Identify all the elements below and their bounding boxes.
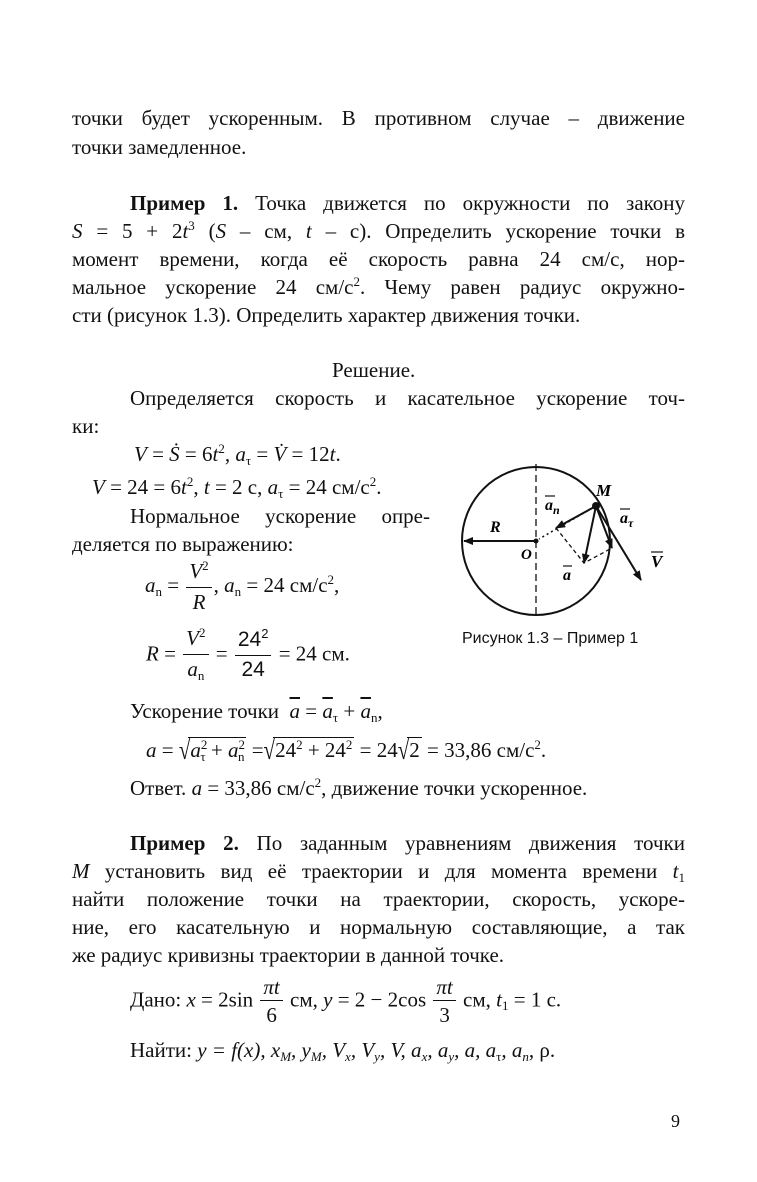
label-O: O	[521, 547, 532, 563]
solution-line-1: Определяется скорость и касательное ускорение точ-	[130, 386, 685, 410]
parallelogram-dashed	[556, 528, 612, 563]
example2-heading: Пример 2.	[130, 831, 239, 855]
example2-line-4: ние, его касательную и нормальную составляющие, а так	[72, 915, 685, 939]
example1-line-3: момент времени, когда её скорость равна 24 см/с, нор-	[72, 247, 685, 271]
equation-values: $V = 24 = 6t^2$, t = 2 с, $a_\tau = 24$ $см/с^2$.	[92, 474, 382, 501]
label-a: a	[563, 567, 571, 584]
example1-line-2: $S = 5 + 2t^3$ (S – см, t – с). Определить ускорение точки в	[72, 218, 685, 243]
normal-accel-line-1: Нормальное ускорение опре-	[130, 504, 430, 528]
fraction-v2-r: $\frac{V^2}{R}$	[186, 558, 211, 616]
example2-line-2: M установить вид её траектории и для момента времени $t_1$	[72, 859, 685, 885]
solution-title: Решение.	[332, 358, 416, 382]
fraction-pit-3: $\frac{\pi t}{3}$	[433, 974, 455, 1029]
given-line: Дано: x = 2sin $\frac{\pi t}{6}$ см, y = 2 − 2cos $\frac{\pi t}{3}$ см, $t_1 = 1$ с.	[130, 975, 562, 1027]
example1-line-1: Пример 1. Точка движется по окружности по закону	[130, 191, 686, 215]
fraction-242-24: $\frac{24^2}{24}$	[235, 627, 272, 684]
sqrt-values: $√24^2 + 24^2$	[263, 734, 353, 766]
label-R: R	[490, 519, 501, 536]
sqrt-two: √2	[397, 734, 420, 766]
answer-line: Ответ. a = 33,86 $см/с^2$, движение точки ускоренное.	[130, 775, 588, 800]
normal-accel-line-2: деляется по выражению:	[72, 532, 294, 556]
equation-radius: R = $\frac{V^2}{a_n}$ = $\frac{24^2}{24}$ = 24 см.	[146, 625, 350, 686]
example2-line-3: найти положение точки на траектории, скорость, ускоре-	[72, 887, 685, 911]
equation-velocity: V = Ṡ = $6t^2$, $a_\tau$ = V̇ = 12t.	[134, 441, 341, 468]
figure-caption: Рисунок 1.3 – Пример 1	[462, 630, 639, 647]
intro-line-1: точки будет ускоренным. В противном случае – движение	[72, 106, 685, 130]
acceleration-vector-line: Ускорение точки $\overline{a} = \overline{a}_\tau + \overline{a}_n$,	[130, 699, 383, 725]
solution-line-2: ки:	[72, 414, 100, 438]
example2-line-1: Пример 2. По заданным уравнениям движения точки	[130, 831, 685, 855]
example1-line-5: сти (рисунок 1.3). Определить характер движения точки.	[72, 303, 581, 327]
sqrt-components: $√a^2_\tau + a^2_n$	[178, 734, 245, 766]
fraction-pit-6: $\frac{\pi t}{6}$	[260, 974, 282, 1029]
label-M: M	[596, 481, 612, 500]
equation-normal-accel: $a_n$ = $\frac{V^2}{R}$ , $a_n = 24$ $см/с^2$,	[145, 558, 340, 614]
intro-line-2: точки замедленное.	[72, 135, 247, 159]
equation-acceleration-magnitude: $a = √a^2_\tau + a^2_n =√24^2 + 24^2 = 24√2 = 33,86$ $см/с^2$.	[146, 734, 547, 766]
example1-heading: Пример 1.	[130, 191, 239, 215]
example2-line-5: же радиус кривизны траектории в данной точке.	[72, 943, 505, 967]
fraction-v2-an: $\frac{V^2}{a_n}$	[183, 625, 208, 686]
total-accel-arrow	[584, 506, 596, 563]
find-line: Найти: y = f(x), $x_M$, $y_M$, $V_x$, $V_y$, V, $a_x$, $a_y$, a, $a_\tau$, $a_n$, ρ.	[130, 1038, 556, 1064]
point-M	[592, 502, 600, 510]
normal-accel-arrow	[556, 506, 596, 528]
circle-motion-diagram	[455, 462, 680, 617]
example1-line-4: мальное ускорение 24 $см/с^2$. Чему равен радиус окружно-	[72, 274, 685, 299]
label-an: $a_n$	[545, 497, 560, 517]
label-V: V	[651, 552, 663, 571]
center-point	[534, 539, 539, 544]
label-at: $a_\tau$	[620, 510, 634, 530]
page-number: 9	[671, 1111, 680, 1131]
velocity-arrow	[596, 506, 641, 580]
